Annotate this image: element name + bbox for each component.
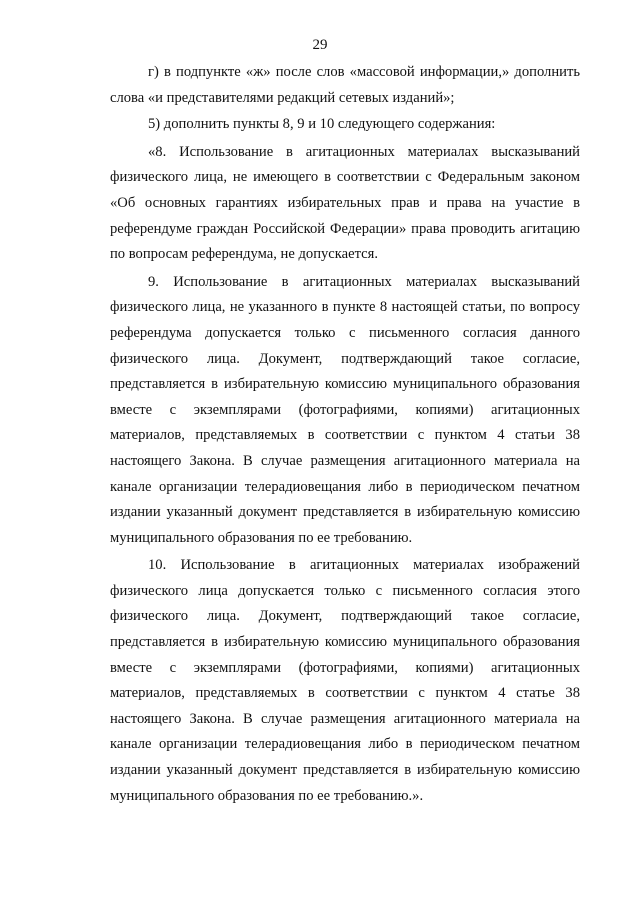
paragraph-subpoint-g: г) в подпункте «ж» после слов «массовой информации,» дополнить слова «и представителями редакций сетевых изданий»; xyxy=(110,64,580,106)
paragraph-point-8: «8. Использование в агитационных материалах высказываний физического лица, не имеющего в соответствии с Федеральным законом «Об основных гарантиях избирательных прав и права на участие в референдуме граждан Российской Федерации» права проводить агитацию по вопросам референдума, не допускается. xyxy=(110,143,580,263)
paragraph-point-10: 10. Использование в агитационных материалах изображений физического лица допускается только с письменного согласия этого физического лица. Документ, подтверждающий такое согласие, представляется в избирательную комиссию муниципального образования вместе с экземплярами (фотографиями, копиями) агитационных материалов, представляемых в соответствии с пунктом 4 статье 38 настоящего Закона. В случае размещения агитационного материала на канале организации телерадиовещания либо в периодическом печатном издании указанный документ представляется в избирательную комиссию муниципального образования по ее требованию.». xyxy=(110,557,580,804)
document-body xyxy=(110,60,580,809)
page-number: 29 xyxy=(312,37,328,53)
paragraph-point-9: 9. Использование в агитационных материалах высказываний физического лица, не указанного в пункте 8 настоящей статьи, по вопросу референдума допускается только с письменного согласия данного физического лица. Документ, подтверждающий такое согласие, представляется в избирательную комиссию муниципального образования вместе с экземплярами (фотографиями, копиями) агитационных материалов, представляемых в соответствии с пунктом 4 статьи 38 настоящего Закона. В случае размещения агитационного материала на канале организации телерадиовещания либо в периодическом печатном издании указанный документ представляется в избирательную комиссию муниципального образования по ее требованию. xyxy=(110,273,580,546)
paragraph-item-5: 5) дополнить пункты 8, 9 и 10 следующего содержания: xyxy=(148,116,496,133)
